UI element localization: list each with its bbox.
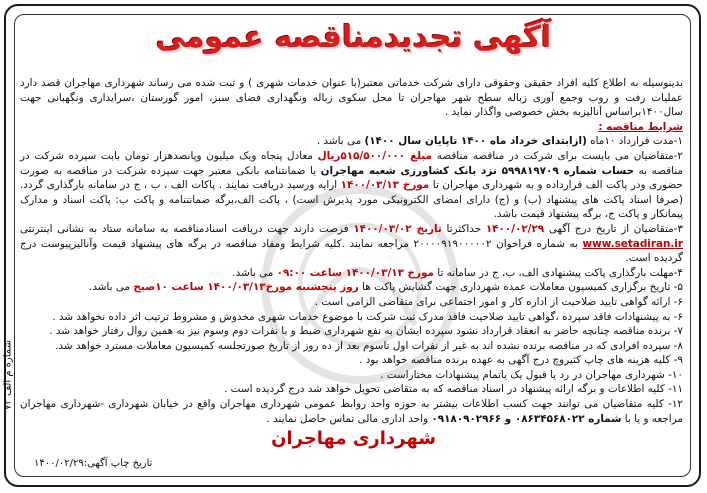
setad-website-link[interactable]: www.setadiran.ir — [582, 237, 683, 250]
condition-10: ۹- کلیه هزینه های چاپ کثیروچ درج آگهی به عهده برنده مناقصه خواهد بود . — [359, 354, 683, 367]
condition-12: ۱۱- کلیه اطلاعات و برگه ارائه پیشنهاد در اسناد مناقصه که به متقاضی تحویل خواهد شد درج گردیده است . — [224, 383, 683, 396]
notice-title: آگهی تجدیدمناقصه عمومی — [155, 20, 552, 55]
condition-4: ۴-مهلت بارگذاری پاکت پیشنهادی الف، ب، ج در سامانه تا مورخ ۱۴۰۰/۰۳/۱۳ ساعت ۰۹:۰۰ می باشد. — [232, 266, 683, 279]
condition-13: ۱۲- کلیه متقاضیان می توانند جهت کسب اطلاعات بیشتر به حوزه واحد روابط عمومی شهرداری مهاجران واقع در خیابان شهرداری -شهرداری مهاجران مراجعه و یا با شماره ۰۸۶۳۴۵۶۸۰۲۲ و ۰۹۱۸۰۹۰۲۹۶۶ واحد اداری مالی تماس حاصل نمایند . — [20, 398, 683, 425]
intro-paragraph: بدینوسیله به اطلاع کلیه افراد حقیقی وحقوقی دارای شرکت خدماتی معتبر(با عنوان خدمات شهری ) و ثبت شده می رساند شهرداری مهاجران قصد دارد عملیات رفت و روب وجمع آوری زباله سطح شهر مهاجران تا محل سکوی زباله ونگهداری فضای سبز، امور گورستان ،سرایداری ونگهبانی جهت سال۱۴۰۰براساس آنالیزبه بخش خصوصی واگذار نماید . — [20, 77, 683, 119]
condition-3: ۳-متقاضیان از تاریخ درج آگهی ۱۴۰۰/۰۲/۲۹ حداکثرتا تاریخ ۱۴۰۰/۰۳/۰۲ فرصت دارند جهت دریافت اسنادمناقصه به سامانه ستاد به نشانی اینترنتی www.setadiran.ir به شماره فراخوان ۲۰۰۰۰۹۱۹۰۰۰۰۰۲ مراجعه نمایند .کلیه شرایط ومفاد مناقصه در برگه های پیشنهاد قیمت وآنالیزپیوست درج گردیده است. — [20, 222, 684, 265]
section-title: شرایط مناقصه : — [598, 120, 683, 133]
condition-9: ۸- سپرده افرادی که در مناقصه برنده نشده اند به غیر از نفرات اول تاسوم بعد از ده روز از تاریخ صورتجلسه کمیسیون معاملات مسترد خواهد شد. — [55, 339, 683, 352]
condition-8: ۷- برنده مناقصه چنانچه حاضر به انعقاد قرارداد نشود سپرده ایشان به نفع شهرداری ضبط و با نفرات دوم وسوم نیز به همین روال رفتار خواهد شد . — [49, 325, 683, 338]
condition-7: ۶- به پیشنهادات فاقد سپرده ،گواهی تایید صلاحیت فاقد مدرک ثبت شرکت با موضوع خدمات شهری مخدوش و مشروط ترتیب اثر داده نخواهد شد . — [52, 310, 683, 323]
notice-body — [20, 76, 683, 426]
condition-11: ۱۰- شهرداری مهاجران در رد یا قبول یک یاتمام پیشنهادات مختاراست . — [380, 368, 683, 381]
print-date: تاریخ چاپ آگهی:۱۴۰۰/۰۲/۲۹ — [34, 458, 153, 469]
municipality-name: شهرداری مهاجران — [271, 428, 436, 449]
side-reference-number: شماره م الف ۷۲ — [2, 340, 14, 410]
condition-6: ۶- ارائه گواهی تایید صلاحیت از اداره کار و امور اجتماعی برای متقاضی الزامی است . — [314, 295, 683, 308]
condition-2: ۲-متقاضیان می بایست برای شرکت در مناقصه مناقصه مبلغ ۵۱۵/۵۰۰/۰۰۰ریال معادل پنجاه ویک میلیون وپانصدهزار تومان بابت سپرده شرکت در مناقصه به حساب شماره ۵۹۹۸۱۹۷۰۹ نزد بانک کشاورزی شعبه مهاجران یا ضمانتنامه بانکی معتبر جهت سپرده شرکت در مناقصه به صورت حضوری ودر پاکت الف قرارداده و به شهرداری مهاجران تا مورخ ۱۴۰۰/۰۳/۱۳ ارایه ورسید دریافت نمایند . پاکات الف ، ب ، ج در سامانه بارگذاری گردد.(صرفا اسناد پاکت های پیشنهاد (ب) و (ج) دارای امضای الکترونیکی مورد پذیرش است) ، پاکت الف،برگه ضمانتنامه و پاکت ب: پاکت اسناد و مدارک پیمانکار و پاکت ج، برگه پیشنهاد قیمت باشد. — [20, 149, 683, 221]
condition-5: ۵- تاریخ برگزاری کمیسیون معاملات عمده شهرداری جهت گشایش پاکت ها روز پنجشنبه مورخ۱۴۰۰/۰۳/۱۳ ساعت ۱۰صبح می باشد. — [89, 281, 683, 294]
condition-1: ۱-مدت قرارداد ۱۰ماه (ازابتدای خرداد ماه ۱۴۰۰ تاپایان سال ۱۴۰۰) می باشد . — [316, 135, 683, 148]
